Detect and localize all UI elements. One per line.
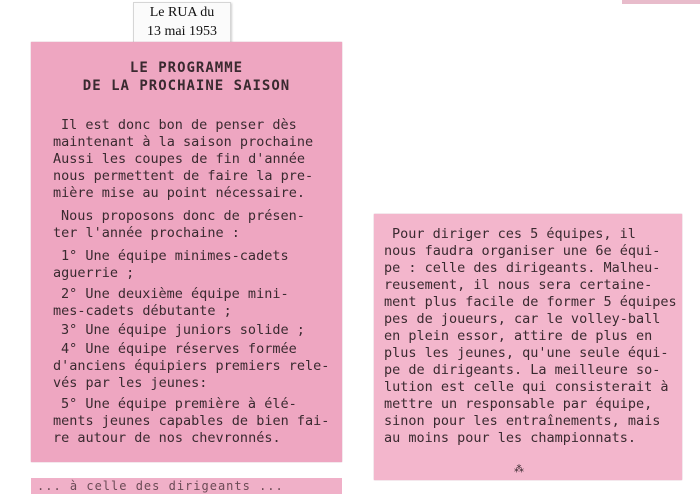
text-line: lution est celle qui consisterait à [384,379,669,395]
bottom-clipping-fragment [31,478,342,494]
text-line: ment plus facile de former 5 équipes [384,294,677,310]
text-line: mière mise au point nécessaire. [53,185,305,201]
right-newspaper-clipping [374,214,682,480]
text-line: reusement, il nous sera certaine- [384,277,653,293]
text-line: mettre un responsable par équipe, [384,396,653,412]
source-label-line2: 13 mai 1953 [147,24,217,39]
text-line: re autour de nos chevronnés. [53,430,281,446]
source-label [133,2,231,46]
text-line: Aussi les coupes de fin d'année [53,151,305,167]
text-line: 3° Une équipe juniors solide ; [61,322,305,338]
source-label-line1: Le RUA du [149,5,215,20]
text-line: ments jeunes capables de bien fai- [53,413,330,429]
text-line: plus les jeunes, qu'une seule équi- [384,345,669,361]
text-line: au moins pour les championnats. [384,430,636,446]
text-line: Nous proposons donc de présen- [61,208,305,224]
text-line: vés par les jeunes: [53,375,208,391]
bottom-clipping-text: ... à celle des dirigeants ... [37,479,284,493]
text-line: sinon pour les entraînements, mais [384,413,661,429]
text-line: en plein essor, attire de plus en [384,328,653,344]
text-line: 1° Une équipe minimes-cadets [61,248,289,264]
text-line: maintenant à la saison prochaine [53,134,314,150]
text-line: nous permettent de faire la pre- [53,168,314,184]
text-line: ter l'année prochaine : [53,225,240,241]
end-of-article-mark: ⁂ [514,464,524,475]
text-line: d'anciens équipiers premiers rele- [53,358,330,374]
left-newspaper-clipping [31,42,342,462]
text-line: pes de joueurs, car le volley-ball [384,311,661,327]
text-line: aguerrie ; [53,265,135,281]
text-line: mes-cadets débutante ; [53,303,232,319]
text-line: 4° Une équipe réserves formée [61,341,297,357]
clipping-heading-line2: DE LA PROCHAINE SAISON [82,78,291,94]
text-line: 5° Une équipe première à élé- [61,396,297,412]
text-line: 2° Une deuxième équipe mini- [61,286,289,302]
text-line: Il est donc bon de penser dès [61,117,297,133]
text-line: nous faudra organiser une 6e équi- [384,243,661,259]
text-line: pe de dirigeants. La meilleure so- [384,362,661,378]
text-line: Pour diriger ces 5 équipes, il [392,226,636,242]
corner-clipping-fragment [622,0,700,4]
text-line: pe : celle des dirigeants. Malheu- [384,260,661,276]
clipping-heading-line1: LE PROGRAMME [129,60,244,76]
